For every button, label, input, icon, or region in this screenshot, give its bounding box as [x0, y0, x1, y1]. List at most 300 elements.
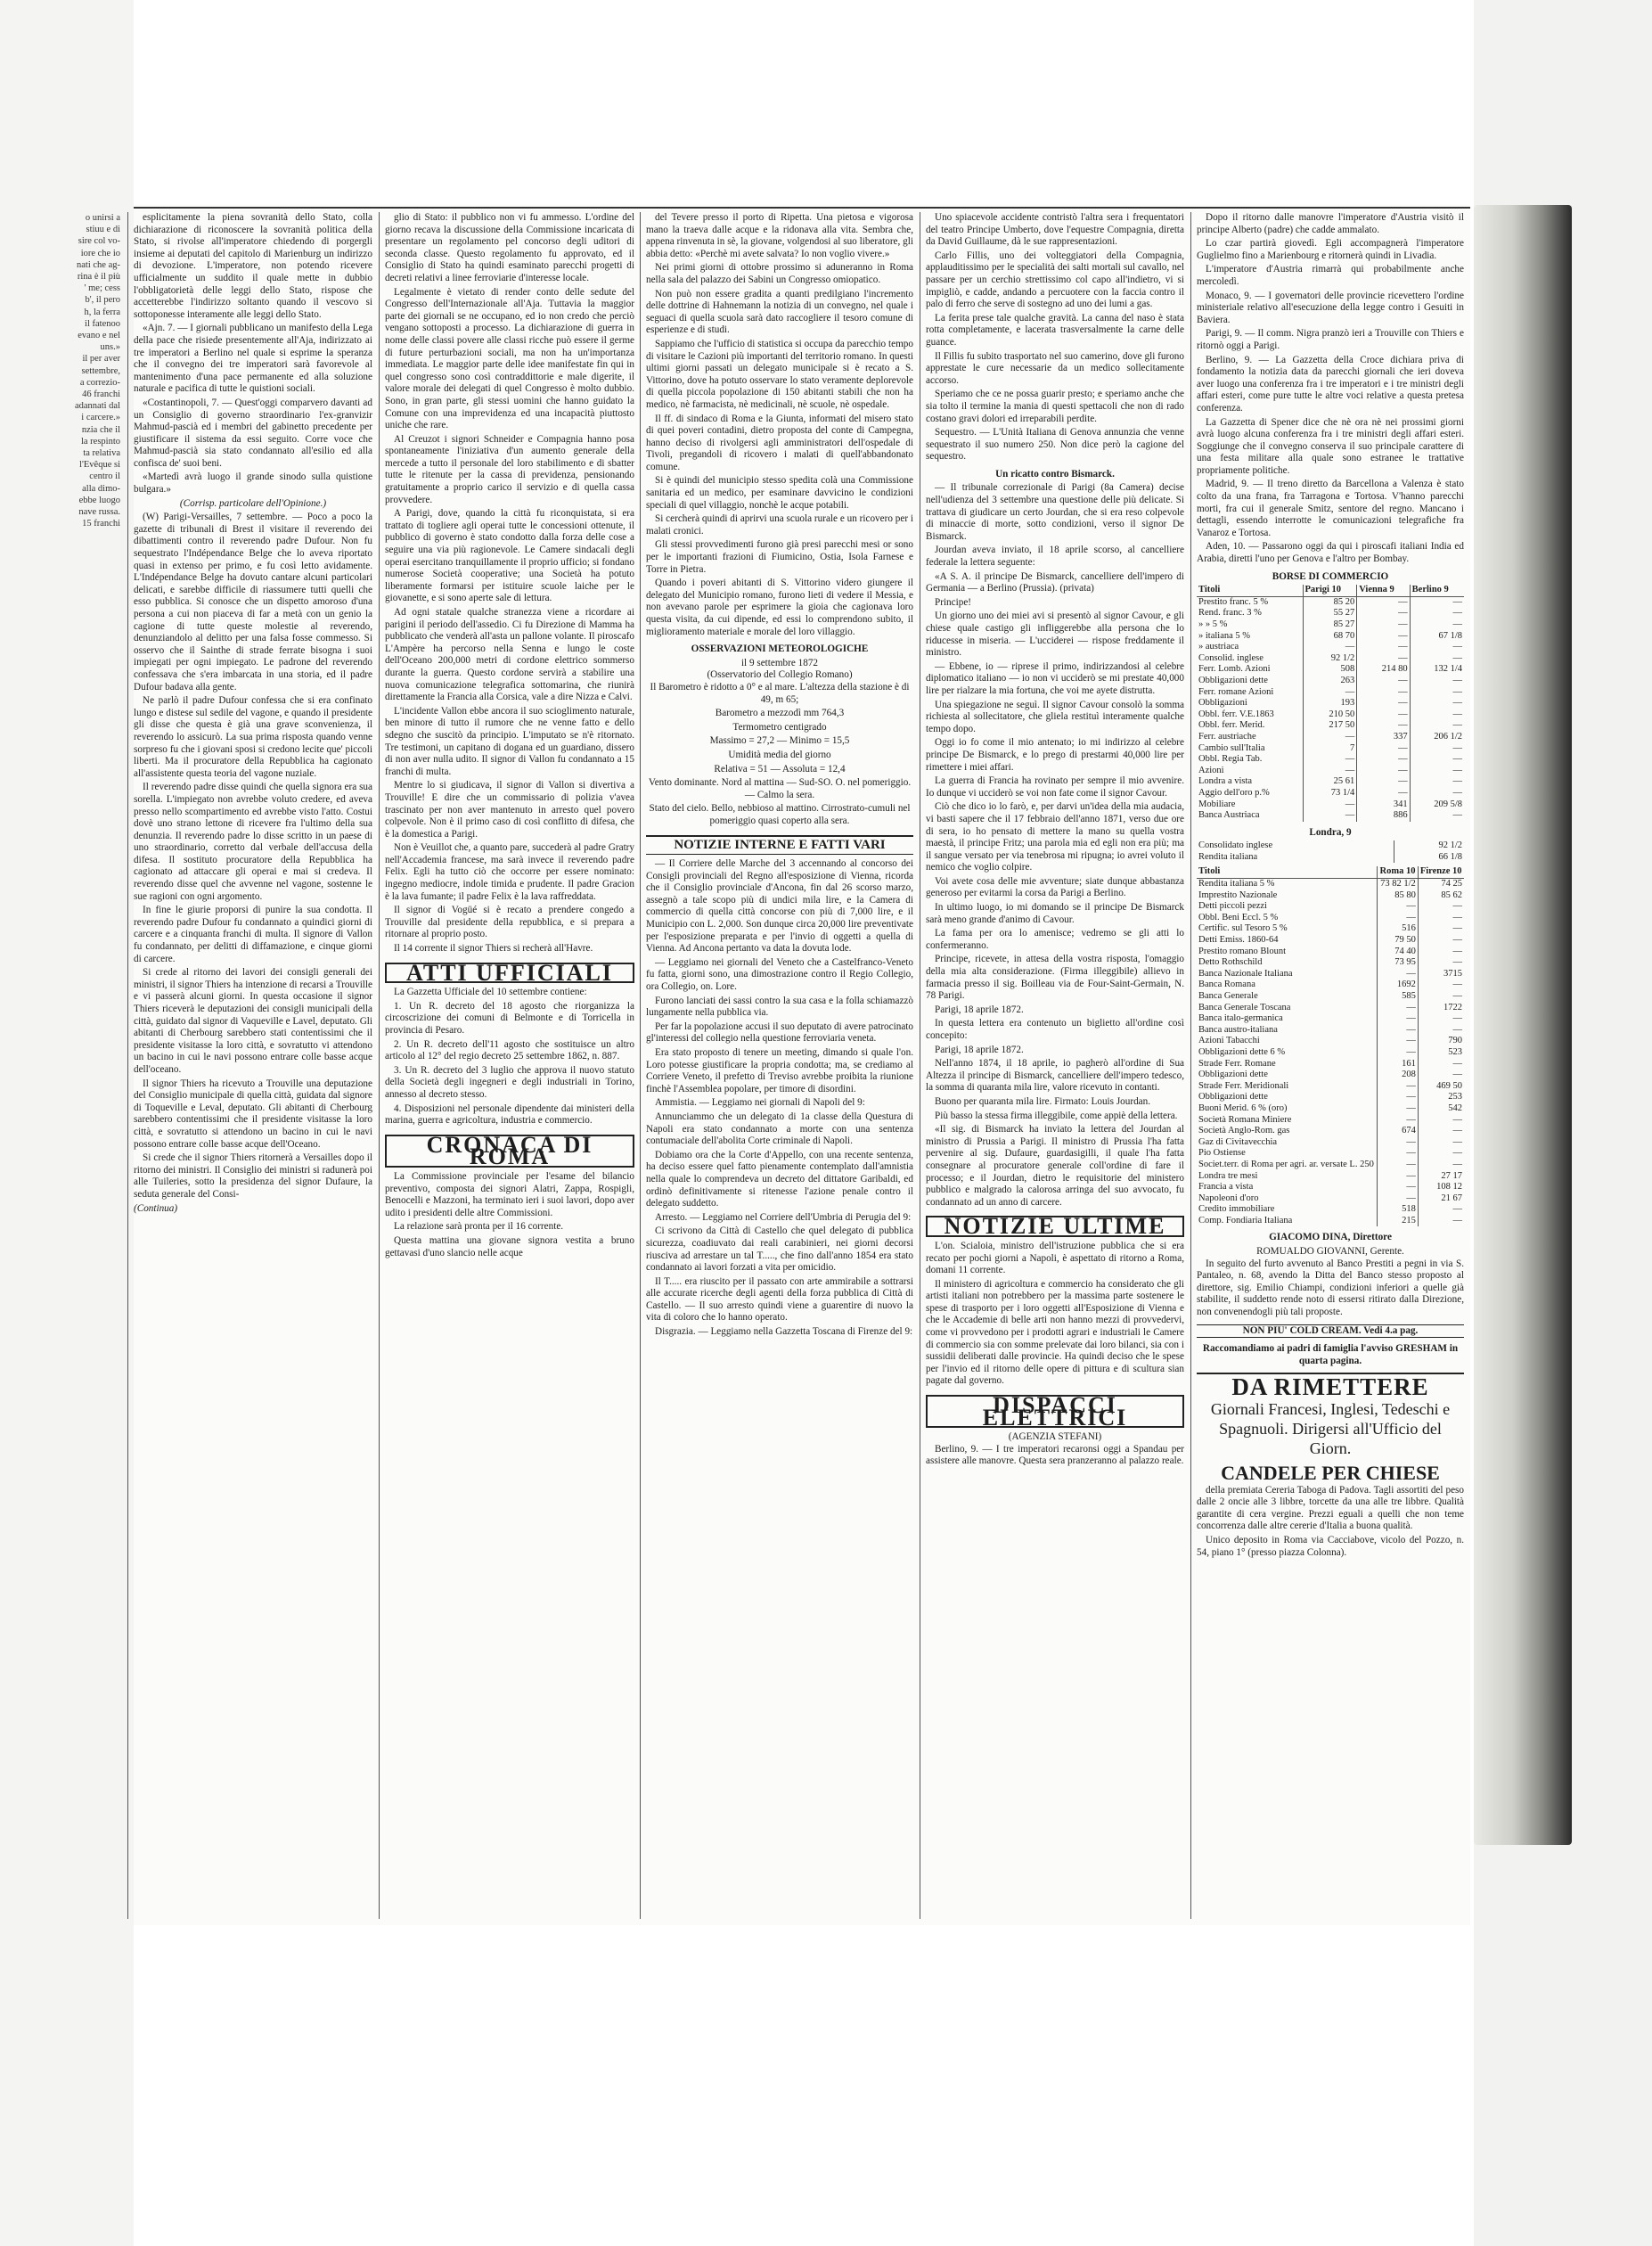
meteo-line: Il Barometro è ridotto a 0° e al mare. L'altezza della stazione è di 49, m 65; [650, 681, 910, 705]
table-cell: — [1452, 1215, 1462, 1225]
table-cell: — [1452, 810, 1462, 821]
table-cell: 193 [1303, 698, 1357, 709]
table-cell: — [1357, 608, 1410, 619]
meteo-line: Stato del cielo. Bello, nebbioso al mattino. Cirrostrato-cumuli nel pomeriggio quasi coperto alla sera. [649, 803, 911, 826]
article-paragraph: Il Fillis fu subito trasportato nel suo camerino, dove gli furono apprestate le cure necessarie da un medico sollecitamente accorso. [926, 350, 1184, 386]
table-cell: Consolidato inglese [1197, 840, 1394, 852]
table-cell: — [1357, 743, 1410, 755]
table-row [1197, 1171, 1464, 1183]
table-cell: 674 [1378, 1126, 1418, 1137]
article-paragraph: Nei primi giorni di ottobre prossimo si aduneranno in Roma nella sala del palazzo dei Sabini un Congresso omiopatico. [646, 262, 913, 285]
meteo-line: Barometro a mezzodì mm 764,3 [715, 708, 845, 719]
table-cell: — [1452, 1159, 1462, 1169]
column-4 [926, 212, 1184, 1470]
table-cell: 214 80 [1357, 664, 1410, 676]
table-cell: 469 50 [1436, 1080, 1462, 1091]
table-cell: — [1452, 720, 1462, 731]
article-paragraph: esplicitamente la piena sovranità dello Stato, colla dichiarazione di riconoscere la sovranità politica della Stato, si rivolse all'imperatore chiedendo di porgergli insieme ai deputati del capitolo di Marienburg un indirizzo di devozione. L'imperatore, non potendo ricevere ufficialmente un suddito il quale mette in dubbio l'obbligatorietà delle leggi dello Stato, rispose che accetterebbe l'indirizzo soltanto quando il vescovo si sottoponesse interamente alle leggi dello Stato. [134, 212, 372, 320]
table-row [1197, 631, 1464, 643]
previous-page-line: 15 franchi [82, 519, 120, 529]
table-cell: — [1378, 1036, 1418, 1047]
article-paragraph: «Martedì avrà luogo il grande sinodo sulla quistione bulgara.» [134, 471, 372, 496]
table-cell: — [1378, 969, 1418, 980]
col1-paragraphs-2 [134, 512, 372, 1201]
column-rule [1190, 212, 1191, 1919]
table-cell: — [1378, 913, 1418, 924]
table-row [1197, 947, 1464, 958]
table-cell: 67 1/8 [1438, 630, 1462, 641]
dispaccio-paragraph: La Gazzetta di Spener dice che nè ora nè nei prossimi giorni avrà luogo alcuna conferenza fra i tre ministri degli affari esteri. Soggiunge che il convegno conserva il suo principale carattere di una festa militare alla quale sono estranee le trattative propriamente politiche. [1197, 416, 1464, 476]
table-row [1197, 698, 1464, 709]
table-row [1197, 608, 1464, 619]
notizia-paragraph: Furono lanciati dei sassi contro la sua casa e la folla schiamazzò lungamente nella pubblica via. [646, 995, 913, 1019]
borse-table-2 [1197, 866, 1464, 1226]
ad-banco-prestiti: In seguito del furto avvenuto al Banco Prestiti a pegni in via S. Pantaleo, n. 68, avendo la Ditta del Banco stesso proposto al direttore, sig. Emilio Chiampi, condizioni inferiori a quelle già stabilite, il suddetto rende noto di essersi ritirato dalla Direzione, non convenendogli più tali proposte. [1197, 1258, 1464, 1318]
table-cell: Detti Emiss. 1860-64 [1197, 935, 1378, 947]
table-cell: 68 70 [1303, 631, 1357, 643]
article-paragraph: Si cercherà quindi di aprirvi una scuola rurale e un ricovero per i malati cronici. [646, 513, 913, 537]
table-cell: — [1452, 698, 1462, 709]
table-cell: — [1378, 1193, 1418, 1205]
table-cell: Buoni Merid. 6 % (oro) [1197, 1103, 1378, 1115]
table-header-cell: Firenze 10 [1418, 866, 1464, 878]
table-cell: — [1452, 608, 1462, 619]
table-cell: — [1452, 765, 1462, 775]
table-cell: Londra tre mesi [1197, 1171, 1378, 1183]
ricatto-paragraph: Ciò che dico io lo farò, e, per darvi un'idea della mia audacia, vi basti sapere che il 17 febbraio dell'anno 1871, verso due ore di sera, io ho pensato di mettere la mano su quella vostra maestà, il principe Fritz; una parola mia ed egli non era più; ma il sangue versato per via tenebrosa mi ripugna; io avrei voluto il nemico che voglio colpire. [926, 801, 1184, 873]
table-cell: — [1357, 698, 1410, 709]
article-paragraph: Mentre lo si giudicava, il signor di Vallon si divertiva a Trouville! E dire che un commissario di polizia v'avea trascinato per non aver mantenuto in arresto quel povero colpevole. Non è il primo caso di così conflitto di difesa, che è la domestica a Parigi. [385, 780, 634, 840]
column-3 [646, 212, 913, 1340]
dispacci-agency: (AGENZIA STEFANI) [1008, 1431, 1102, 1443]
article-paragraph: L'incidente Vallon ebbe ancora il suo scioglimento naturale, ben minore di tutto il rumore che ne venne fatto e dello sdegno che suscitò da principio. L'imputato se n'è ritornato. Tre testimoni, un capitano di dogana ed un guardiano, dissero di non aver nulla udito. Il signor di Vallon fu condannato a 15 franchi di multa. [385, 705, 634, 777]
table-cell: — [1357, 653, 1410, 665]
table-row [1197, 664, 1464, 676]
table-cell: — [1378, 1003, 1418, 1014]
previous-page-line: uns.» [100, 342, 120, 353]
table-cell: 263 [1303, 676, 1357, 687]
dispacci-paragraphs [926, 1444, 1184, 1468]
table-cell: Rend. franc. 3 % [1197, 608, 1303, 619]
table-row [1197, 732, 1464, 743]
table-cell: 209 5/8 [1434, 799, 1462, 809]
table-cell: 25 61 [1303, 776, 1357, 788]
article-paragraph: Il signor di Vogüé si è recato a prendere congedo a Trouville dal presidente della repubblica, e si prepara a ritornare al proprio posto. [385, 905, 634, 940]
previous-page-line: sire col vo- [78, 236, 120, 247]
table-cell: — [1378, 1148, 1418, 1160]
table-cell: — [1452, 596, 1462, 607]
table-cell: 1692 [1378, 980, 1418, 991]
table-cell: Obbligazioni dette 6 % [1197, 1047, 1378, 1059]
ultime-paragraph: Il ministero di agricoltura e commercio ha considerato che gli artisti italiani non potrebbero per la massima parte sostenere le spese di trasporto per i loro oggetti all'Esposizione di Vienna e che le Accademie di belle arti non hanno mezzi di provvedervi, come vi provvedono per i prodotti agrari e industriali le Camere di commercio sia con somme prelevate dai loro bilanci, sia con i sussidii deliberati dalle provincie. Ha quindi deciso che le spese per l'invio ed il ritorno delle opere di pittura e di scultura sian pagate dal governo. [926, 1278, 1184, 1387]
table-cell: Societ.terr. di Roma per agri. ar. versate L. 250 [1197, 1160, 1378, 1171]
meteo-title: OSSERVAZIONI METEOROLOGICHE [691, 643, 869, 655]
table-cell: Banca Romana [1197, 980, 1378, 991]
table-cell: — [1357, 788, 1410, 799]
previous-page-line: alla dimo- [82, 483, 120, 494]
table-cell: Strade Ferr. Meridionali [1197, 1081, 1378, 1093]
table-cell: — [1378, 1092, 1418, 1103]
table-cell: Francia a vista [1197, 1182, 1378, 1193]
table-cell: 132 1/4 [1434, 664, 1462, 675]
article-paragraph: (W) Parigi-Versailles, 7 settembre. — Poco a poco la gazette di tribunali di Brest il visitare il reverendo dei dibattimenti contro il reverendo padre Dufour. Non fu sequestrato l'Indépendance Belge che lo aveva riportato quasi in extenso per primo, e fu così letto avidamente. L'Indépendance Belge ha dovuto cantare alcuni particolari delicati, e sarebbe difficile di riassumere tutti quelli che esso pubblica. Si conosce che un dispetto amoroso d'una persona a cui non piaceva di far a metà con un genio la cagione di tutte queste molestie al reverendo, denunziandolo al delitto per una falsa fosse commesso. Si osservo che il Sainthe di strade ferrate bisogna i suoi impiegati per ogni impiegato. Le padrone del reverendo confessava che s'era imbarcata in una storia, ed il padre Dufour badava alla gente. [134, 512, 372, 693]
table-cell: Comp. Fondiaria Italiana [1197, 1216, 1378, 1227]
dispaccio-paragraph: Monaco, 9. — I governatori delle provincie ricevettero l'ordine ministeriale relativo all'esecuzione della legge contro i Gesuiti in Baviera. [1197, 290, 1464, 325]
table-row [1197, 1059, 1464, 1070]
table-row [1197, 1193, 1464, 1205]
table-cell: » italiana 5 % [1197, 631, 1303, 643]
ricatto-paragraph: Un giorno uno dei miei avi si presentò al signor Cavour, e gli chiese quale castigo gli infliggerebbe alla persona che lo riducesse in miseria. — L'ucciderei — rispose freddamente il ministro. [926, 611, 1184, 659]
table-cell: » » 5 % [1197, 619, 1303, 631]
table-row [1197, 1148, 1464, 1160]
article-paragraph: A Parigi, dove, quando la città fu riconquistata, si era trattato di togliere agli operai tutte le concessioni ottenute, il pubblico di governo è stato condotto dalla forza delle cose a seguire una via più ragionevole. Le Camere sindacali degli operai esercitano tranquillamente il proprio ufficio; si fondano numerose Società cooperative; una Società ha potuto liberamente formarsi per istituire scuole laiche per le giovanette, e si sono aperte sale di lettura. [385, 508, 634, 604]
meteo-line: Vento dominante. Nord al mattina — Sud-SO. O. nel pomeriggio. — Calmo la sera. [648, 777, 912, 800]
article-paragraph: del Tevere presso il porto di Ripetta. Una pietosa e vigorosa mano la traeva dalle acque e la ridonava alla vita. Sembra che, appena rinvenuta in sè, la giovane, volgendosi al suo liberatore, gli abbia detto: «Perchè mi avete salvata? Io non voglio vivere.» [646, 212, 913, 259]
dispaccio-paragraph: Berlino, 9. — I tre imperatori recaronsi oggi a Spandau per assistere alle manovre. Questa sera pranzeranno al palazzo reale. [926, 1443, 1184, 1467]
gerente-line: GIACOMO DINA, Direttore [1269, 1232, 1392, 1243]
table-cell: 337 [1357, 732, 1410, 743]
table-cell: Obbligazioni dette [1197, 676, 1303, 687]
table-cell: Obbl. Regia Tab. [1197, 754, 1303, 766]
previous-page-line: ebbe luogo [78, 495, 120, 505]
table-cell: — [1303, 766, 1357, 777]
table-cell: 253 [1448, 1092, 1462, 1103]
table-row [1197, 720, 1464, 732]
table-cell: — [1303, 687, 1357, 699]
atti-item: 3. Un R. decreto del 3 luglio che approva il nuovo statuto della Società degli ingegneri e degli industriali in Torino, annesso al decreto stesso. [385, 1064, 634, 1100]
ricatto-paragraph: Jourdan aveva inviato, il 18 aprile scorso, al cancelliere federale la lettera seguente: [926, 545, 1184, 569]
dispaccio-paragraph: L'imperatore d'Austria rimarrà qui probabilmente anche mercoledì. [1197, 264, 1464, 287]
table-cell: Azioni [1197, 766, 1303, 777]
col3-paragraphs [646, 212, 913, 638]
column-2 [385, 212, 634, 1261]
table-cell: — [1452, 1114, 1462, 1125]
atti-item: 2. Un R. decreto dell'11 agosto che sostituisce un altro articolo al 12° del regio decreto 25 settembre 1862, n. 887. [385, 1038, 634, 1062]
dispaccio-paragraph: Aden, 10. — Passarono oggi da qui i piroscafi italiani India ed Arabia, diretti l'uno per Genova e l'altro per Bombay. [1197, 541, 1464, 565]
table-row [1197, 1036, 1464, 1047]
previous-page-line: evano e nel [78, 331, 120, 341]
ricatto-paragraph: Parigi, 18 aprile 1872. [935, 1004, 1024, 1015]
continua-label: (Continua) [134, 1202, 178, 1214]
table-cell: 66 1/8 [1438, 851, 1462, 862]
previous-page-line: stiuu e di [86, 225, 120, 235]
table-row [1197, 810, 1464, 822]
article-paragraph: Si crede che il signor Thiers ritornerà a Versailles dopo il ritorno dei ministri. Il Consiglio dei ministri si radunerà poi alle Tuileries, sotto la presidenza del signor Dufaure, la seduta generale del Consi- [134, 1152, 372, 1200]
article-paragraph: Speriamo che ce ne possa guarir presto; e speriamo anche che sia tolto il termine la mania di questi spettacoli che non di rado costano gravi dolori ed irreparabili perdite. [926, 389, 1184, 424]
notizie-interne-title: NOTIZIE INTERNE E FATTI VARI [646, 835, 913, 856]
table-cell: — [1378, 1103, 1418, 1115]
table-cell: — [1357, 642, 1410, 653]
previous-page-line: adannati dal [74, 401, 120, 412]
article-paragraph: Non è Veuillot che, a quanto pare, succederà al padre Gratry nell'Accademia francese, ma sarà invece il reverendo padre Felix. Egli ha tutto ciò che occorre per essere nominato: ingegno mediocre, indole timida e prudente. Il padre Gracion è la lava fumante; il padre Felix è la lava raffreddata. [385, 842, 634, 902]
article-paragraph: Sequestro. — L'Unità Italiana di Genova annunzia che venne sequestrato il suo numero 250. Non dice però la cagione del sequestro. [926, 427, 1184, 463]
table-cell: — [1452, 619, 1462, 629]
table-row [1197, 1126, 1464, 1137]
meteo-observatory: (Osservatorio del Collegio Romano) [707, 669, 853, 681]
article-paragraph: Si crede al ritorno dei lavori dei consigli generali dei ministri, il signor Thiers ha intenzione di recarsi a Trouville e vi passerà alcuni giorni. In questa occasione il signor Thiers riceverà le deputazioni dei consigli municipali della città, guidato dal signor di Vaqueville e Lavel, deputato. Gli abitanti di Cherbourg sarebbero stati contentissimi che il presidente visitasse la loro città, e sovratutto vi attendono un bacino in cui le navi possono entrare colle basse acque dell'oceano. [134, 967, 372, 1075]
table-cell: 790 [1448, 1036, 1462, 1046]
table-cell: Londra a vista [1197, 776, 1303, 788]
table-cell: — [1378, 1081, 1418, 1093]
cronaca-paragraph: La relazione sarà pronta per il 16 corrente. [394, 1221, 564, 1233]
col5-paragraphs [1197, 212, 1464, 566]
table-cell: 206 1/2 [1434, 731, 1462, 742]
article-paragraph: Il signor Thiers ha ricevuto a Trouville una deputazione del Consiglio municipale di quella città, guidata dal signore di Toqueville e Leval, deputato. Gli abitanti di Cherbourg sarebbero contentissimi che il presidente visitasse la loro città, e sovratutto si attendono un bacino in cui le navi possono entrare colle basse acque dell'Oceano. [134, 1078, 372, 1150]
table-cell: 208 [1378, 1070, 1418, 1081]
ad-candele-address: Unico deposito in Roma via Cacciabove, vicolo del Pozzo, n. 54, piano 1° (presso piazza Colonna). [1197, 1534, 1464, 1558]
table-row [1197, 890, 1464, 902]
ricatto-paragraph: — Il tribunale correzionale di Parigi (8a Camera) decise nell'udienza del 3 settembre una questione delle più delicate. Si trattava di giudicare un certo Jourdan, che si era reso colpevole di minaccie di morte, sotto condizioni, verso il signor De Bismarck. [926, 482, 1184, 542]
table-cell: Obbligazioni dette [1197, 1070, 1378, 1081]
table-row [1197, 1182, 1464, 1193]
table-cell: Banca Nazionale Italiana [1197, 969, 1378, 980]
ultime-paragraphs [926, 1241, 1184, 1388]
dispaccio-paragraph: Parigi, 9. — Il comm. Nigra pranzò ieri a Trouville con Thiers e ritornò oggi a Parigi. [1197, 328, 1464, 351]
table-cell: — [1452, 957, 1462, 968]
previous-page-line: settembre, [81, 365, 120, 376]
table-cell: 79 50 [1378, 935, 1418, 947]
table-cell: — [1452, 787, 1462, 798]
previous-page-line: nzia che il [81, 424, 120, 435]
table-cell: — [1357, 754, 1410, 766]
dispaccio-paragraph: Dopo il ritorno dalle manovre l'imperatore d'Austria visitò il principe Alberto (padre) che cadde ammalato. [1197, 212, 1464, 235]
table-cell: Prestito romano Blount [1197, 947, 1378, 958]
table-cell: 85 27 [1303, 619, 1357, 631]
cronaca-paragraph: Questa mattina una giovane signora vestita a bruno gettavasi d'uno slancio nelle acque [385, 1234, 634, 1258]
table-cell: Ferr. austriache [1197, 732, 1303, 743]
col4-paragraphs [926, 212, 1184, 463]
table-cell: — [1378, 1137, 1418, 1149]
table-cell: Certific. sul Tesoro 5 % [1197, 923, 1378, 935]
table-cell: Obbligazioni [1197, 698, 1303, 709]
previous-page-line: iore che io [80, 248, 120, 258]
table-cell: Banca Austriaca [1197, 810, 1303, 822]
table-cell: 210 50 [1303, 709, 1357, 721]
table-cell: 73 82 1/2 [1378, 879, 1418, 890]
table-cell: Rendita italiana 5 % [1197, 879, 1378, 890]
ricatto-paragraph: Principe! [935, 596, 972, 608]
previous-page-line: ' me; cess [84, 283, 120, 294]
table-header-cell: Berlino 9 [1410, 585, 1464, 596]
ricatto-paragraph: In questa lettera era contenuto un biglietto all'ordine così concepito: [926, 1018, 1184, 1041]
table-cell: 85 20 [1303, 596, 1357, 608]
ricatto-paragraph: Buono per quaranta mila lire. Firmato: Louis Jourdan. [935, 1095, 1151, 1107]
table-header-cell: Parigi 10 [1303, 585, 1357, 596]
londra-title: Londra, 9 [1309, 826, 1352, 838]
article-paragraph: Ne parlò il padre Dufour confessa che si era confinato lungo e distese sul sedile del vagone, e quando il presidente gli disse che questa è già una grave sconvenienza, il reverendo lo assicurò. La sua prima risposta quando venne sorpreso fu che i giovani sposi si credono lecite que' piccoli liberti. Ma il procuratore della Repubblica ha cagionato all'assistente questa teoria del vagone nuziale. [134, 695, 372, 779]
table-row [1197, 776, 1464, 788]
table-cell: Rendita italiana [1197, 852, 1394, 864]
table-cell: — [1357, 676, 1410, 687]
table-cell: — [1357, 619, 1410, 631]
table-cell: 92 1/2 [1438, 840, 1462, 851]
table-row [1197, 754, 1464, 766]
table-cell: Società Anglo-Rom. gas [1197, 1126, 1378, 1137]
notizia-paragraph: Dobiamo ora che la Corte d'Appello, con una recente sentenza, ha deciso essere quel fatto pienamente contemplato dall'amnistia nella quale lo comprendeva un decreto del dittatore Garibaldi, ed ordinò definitivamente si ritenesse l'azione penale contro il delegato suddetto. [646, 1149, 913, 1209]
table-cell: Credito immobiliare [1197, 1204, 1378, 1216]
previous-page-line: l'Evêque si [79, 460, 120, 471]
notizia-paragraph: Ci scrivono da Città di Castello che quel delegato di pubblica sicurezza, coadiuvato dai reali carabinieri, nei giorni decorsi riusciva ad arrestare un tal T....., che fino dall'anno 1854 era stato condannato ai lavori forzati a vita per omicidio. [646, 1225, 913, 1274]
notizia-paragraph: Annunciammo che un delegato di 1a classe della Questura di Napoli era stato condannato a morte con una sentenza contumaciale dell'abolita Corte criminale di Napoli. [646, 1111, 913, 1147]
ad-rimettere-body: Giornali Francesi, Inglesi, Tedeschi e Spagnuoli. Dirigersi all'Ufficio del Giorn. [1210, 1400, 1451, 1457]
article-paragraph: Legalmente è vietato di render conto delle sedute del Congresso dell'Internazionale all'Aja. Tuttavia la maggior parte dei giornali se ne occupano, ed io non credo che perciò vengano sottoposti a processo. La dichiarazione di guerra in nome delle classi povere alle classi ricche può essere il germe di future perturbazioni sociali, ma non ha un'importanza immediata. Le maggior parte delle idee manifestate fin qui in quel congresso sono così contraddittorie e male digerite, il valore morale dei delegati di quel Congresso è molto dubbio. Sono, in gran parte, gli stessi uomini che hanno guidato la Comune con una imprevidenza ed una incapacità piuttosto uniche che rare. [385, 286, 634, 431]
ricatto-paragraph: In ultimo luogo, io mi domando se il principe De Bismarck sarà meno grande d'animo di Cavour. [926, 902, 1184, 925]
top-rule [134, 207, 1470, 209]
previous-page-line: nave russa. [78, 507, 120, 518]
previous-page-line: nati che ag- [77, 259, 120, 270]
notizia-paragraph: Il T..... era riuscito per il passato con arte ammirabile a sottrarsi alle accurate ricerche degli agenti della forza pubblica di Città di Castello. — Il suo arresto quindi viene a guarentire di nuovo la vita di coloro che lo hanno operato. [646, 1275, 913, 1324]
table-cell: — [1357, 709, 1410, 721]
meteo-date: il 9 settembre 1872 [740, 657, 819, 668]
table-cell: Banca Generale Toscana [1197, 1003, 1378, 1014]
notizia-paragraph: — Il Corriere delle Marche del 3 accennando al concorso dei Consigli provinciali del Regno all'esposizione di Vienna, ricorda che il Consiglio provinciale d'Ancona, fin dal 26 scorso marzo, assegnò a tale scopo più di undici mila lire, e la Camera di commercio di quella città concorse con più di 7,000 lire, e il Municipio con L. 2,000. Son dunque circa 20,000 lire preventivate per l'esposizione preparata e per l'invio di oggetti a quella di Vienna. Ad Ancona pertanto va data la dovuta lode. [646, 858, 913, 955]
table-cell: Prestito franc. 5 % [1197, 596, 1303, 608]
table-cell: — [1452, 652, 1462, 663]
table-row [1197, 935, 1464, 947]
table-row [1197, 852, 1464, 864]
table-cell: 585 [1378, 991, 1418, 1003]
table-cell: Imprestito Nazionale [1197, 890, 1378, 902]
table-row [1197, 957, 1464, 969]
article-paragraph: Gli stessi provvedimenti furono già presi parecchi mesi or sono per le importanti frazioni di Fiumicino, Ostia, Isola Farnese e Torre in Pietra. [646, 539, 913, 575]
ricatto-paragraph: La guerra di Francia ha rovinato per sempre il mio avvenire. Io dunque vi ucciderò se voi non fate come il signor Cavour. [926, 775, 1184, 799]
table-cell: 108 12 [1436, 1182, 1462, 1193]
ad-gresham: Raccomandiamo ai padri di famiglia l'avviso GRESHAM in quarta pagina. [1202, 1343, 1459, 1366]
table-cell: 516 [1378, 923, 1418, 935]
article-paragraph: «Costantinopoli, 7. — Quest'oggi comparvero davanti ad un Consiglio di governo straordinario l'ex-granvizir Mahmud-pascià ed i membri del gabinetto precedente per giustificare il sistema da essi seguito. Corre voce che Mahmud-pascià sia stato condannato all'esilio ed alla confisca de' suoi beni. [134, 397, 372, 469]
table-row [1197, 1025, 1464, 1037]
table-cell: — [1452, 991, 1462, 1001]
ricatto-paragraph: «A S. A. il principe De Bismarck, cancelliere dell'impero di Germania — a Berlino (Prussia). (privata) [926, 570, 1184, 594]
notizia-paragraph: Disgrazia. — Leggiamo nella Gazzetta Toscana di Firenze del 9: [655, 1326, 913, 1338]
table-cell: 215 [1378, 1216, 1418, 1227]
previous-page-line: la respinto [80, 436, 120, 447]
table-cell: — [1452, 1024, 1462, 1035]
table-cell: 886 [1357, 810, 1410, 822]
table-header-cell: Titoli [1197, 585, 1303, 596]
cronaca-paragraphs [385, 1171, 634, 1259]
table-cell: — [1452, 1126, 1462, 1136]
previous-page-line: h, la ferra [84, 307, 120, 317]
londra-table [1197, 840, 1464, 863]
table-row [1197, 1137, 1464, 1149]
table-row [1197, 1204, 1464, 1216]
article-paragraph: In fine le giurie proporsi di punire la sua condotta. Il reverendo padre Dufour fu condannato a quindici giorni di carcere e a cinquanta franchi di multa. Il signore di Vallon fu condannato, per delitti di diffamazione, e cinque giorni di carcere. [134, 905, 372, 964]
table-cell: Banca Generale [1197, 991, 1378, 1003]
ad-candele-body: della premiata Cereria Taboga di Padova. Tagli assortiti del peso dalle 2 oncie alle 3 libbre, torcette da una alle tre libbre. Qualità garantite di cera vergine. Prezzi eguali a quelli che non teme concorrenza dalle altre cererie d'Italia a buona qualità. [1197, 1484, 1464, 1532]
table-cell: 85 62 [1441, 889, 1462, 900]
table-cell: 74 40 [1378, 947, 1418, 958]
table-cell: — [1452, 776, 1462, 787]
table-row [1197, 1216, 1464, 1227]
table-cell: — [1303, 810, 1357, 822]
col2-paragraphs [385, 212, 634, 955]
ricatto-paragraph: La fama per ora lo amenisce; vedremo se gli atti lo confermeranno. [926, 928, 1184, 951]
notizia-paragraph: Arresto. — Leggiamo nel Corriere dell'Umbria di Perugia del 9: [655, 1211, 912, 1223]
table-cell: Obbligazioni dette [1197, 1092, 1378, 1103]
table-cell: 92 1/2 [1303, 653, 1357, 665]
article-paragraph: «Ajn. 7. — I giornali pubblicano un manifesto della Lega della pace che risiede presentemente all'Aja, indirizzato ai tre imperatori a Berlino nel quale si esprime la speranza che il convegno dei tre imperatori sarà favorevole al mantenimento d'una pace permanente ed alla soluzione naturale e pacifica di tutte le quistioni sociali. [134, 323, 372, 395]
previous-page-line: rina è il più [77, 272, 120, 283]
table-cell: Società Romana Miniere [1197, 1115, 1378, 1127]
previous-page-line: b', il pero [85, 295, 120, 306]
table-row [1197, 991, 1464, 1003]
table-row [1197, 653, 1464, 665]
previous-page-line: 46 franchi [82, 389, 120, 400]
table-cell: — [1452, 1204, 1462, 1215]
table-cell: 55 27 [1303, 608, 1357, 619]
table-cell: — [1357, 776, 1410, 788]
meteo-line: Termometro centigrado [732, 721, 827, 733]
table-cell: — [1357, 766, 1410, 777]
table-cell: — [1357, 631, 1410, 643]
table-row [1197, 788, 1464, 799]
table-cell: — [1357, 720, 1410, 732]
article-paragraph: Ad ogni statale qualche stranezza viene a ricordare ai parigini il periodo dell'assedio. Ci fu Direzione di Mamma ha pubblicato che venderà all'asta un pallone volante. Il piroscafo L'Ampère ha percorso nella Senna e lungo le coste dell'Oceano 200,000 metri di cordone elettrico sommerso durante la guerra. Questo cordone servirà a stabilire una nuova comunicazione telegrafica sottomarina, che riunirà direttamente la Francia alla Corsica, vale a dire Nizza e Calvi. [385, 607, 634, 703]
table-cell: Aggio dell'oro p.% [1197, 788, 1303, 799]
table-cell: 7 [1303, 743, 1357, 755]
table-cell: — [1452, 686, 1462, 697]
table-cell: Cambio sull'Italia [1197, 743, 1303, 755]
borse-title: BORSE DI COMMERCIO [1272, 570, 1389, 582]
table-cell: 1722 [1443, 1002, 1462, 1012]
table-cell: Ferr. Lomb. Azioni [1197, 664, 1303, 676]
ricatto-title: Un ricatto contro Bismarck. [995, 468, 1115, 480]
previous-page-edge [9, 212, 120, 529]
previous-page-line: il per aver [82, 354, 120, 365]
gerente-line-2: ROMUALDO GIOVANNI, Gerente. [1256, 1246, 1404, 1258]
previous-page-line: i carcere.» [81, 413, 120, 423]
table-cell: 27 17 [1441, 1170, 1462, 1181]
article-paragraph: Carlo Fillis, uno dei volteggiatori della Compagnia, applauditissimo per le specialità dei salti mortali sul cavallo, nel passare per un cerchio strettissimo col capo all'indietro, vi si impigliò, e cadde, andando a percuotere con la faccia contro il palo di ferro che serve di sostegno ad uno dei lumi a gas. [926, 250, 1184, 310]
table-cell: Obbl. ferr. Merid. [1197, 720, 1303, 732]
previous-page-line: centro il [89, 471, 120, 482]
table-row [1197, 1013, 1464, 1025]
table-cell: 518 [1378, 1204, 1418, 1216]
table-row [1197, 642, 1464, 653]
table-header-cell: Titoli [1197, 866, 1378, 878]
ricatto-paragraph: Una spiegazione ne seguì. Il signor Cavour consolò la somma richiesta al sollecitatore, che gliela restituì interamente qualche tempo dopo. [926, 699, 1184, 734]
table-cell: 73 95 [1378, 957, 1418, 969]
meteo-line: Relativa = 51 — Assoluta = 12,4 [714, 763, 846, 775]
table-cell: Obbl. Beni Eccl. 5 % [1197, 913, 1378, 924]
dispaccio-paragraph: Berlino, 9. — La Gazzetta della Croce dichiara priva di fondamento la notizia data da parecchi giornali che ieri doveva aver luogo una conferenza fra i tre imperatori e i tre ministri degli affari esteri, come pure tutte le altre voci relative a questa pretesa conferenza. [1197, 354, 1464, 414]
column-rule [127, 212, 128, 1919]
table-cell: Detto Rothschild [1197, 957, 1378, 969]
table-cell: 341 [1357, 799, 1410, 811]
notizia-paragraph: — Leggiamo nei giornali del Veneto che a Castelfranco-Veneto fu fatta, giorni sono, una dimostrazione contro il Regio Collegio, ora Collegio, on. Lore. [646, 956, 913, 993]
table-row [1197, 1160, 1464, 1171]
table-cell: Consolid. inglese [1197, 653, 1303, 665]
table-row [1197, 1103, 1464, 1115]
table-cell: — [1378, 1160, 1418, 1171]
table-row [1197, 676, 1464, 687]
article-paragraph: Il ff. di sindaco di Roma e la Giunta, informati del misero stato di quei poveri contadini, dietro proposta del conte di Campegna, hanno deciso di rivolgersi agli amministratori dell'ospedale di Tivoli, pregandoli di ricovero i malati di quell'abbandonato comune. [646, 413, 913, 472]
table-row [1197, 743, 1464, 755]
table-row [1197, 1115, 1464, 1127]
table-cell: — [1303, 754, 1357, 766]
table-cell: Napoleoni d'oro [1197, 1193, 1378, 1205]
table-cell: 161 [1378, 1059, 1418, 1070]
meteo-line: Umidità media del giorno [728, 749, 831, 760]
notizie-paragraphs [646, 858, 913, 1339]
ricatto-paragraph: Nell'anno 1874, il 18 aprile, io pagherò all'ordine di Sua Altezza il principe di Bismarck, cancelliere dell'impero tedesco, la somma di quaranta mila lire, valore ricevuto in contanti. [926, 1058, 1184, 1094]
table-cell: — [1452, 742, 1462, 753]
col1-paragraphs [134, 212, 372, 496]
table-cell: Gaz di Civitavecchia [1197, 1137, 1378, 1149]
table-row [1197, 1081, 1464, 1093]
article-paragraph: Non può non essere gradita a quanti predilgiano l'incremento delle dottrine di Hahnemann la notizia di un convegno, nel quale i seguaci di quella scuola sarà dato raccogliere il tesoro comune di esperienze e di studi. [646, 288, 913, 336]
